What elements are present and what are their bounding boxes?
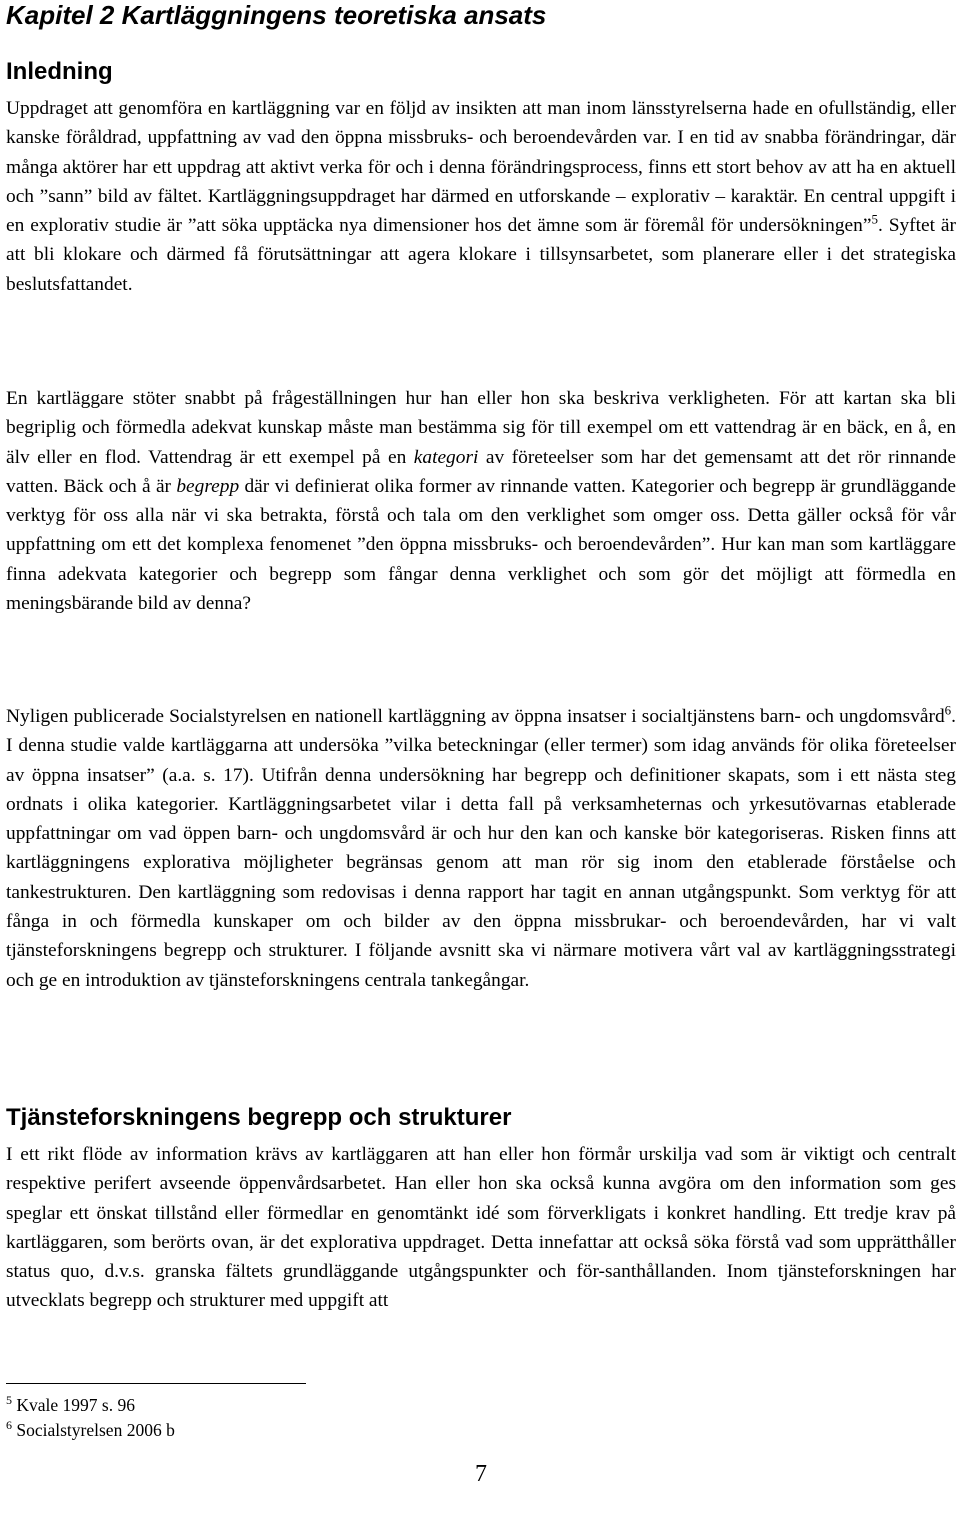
footnote-divider bbox=[6, 1383, 306, 1384]
footnote-5: $^5$ Kvale 1997 s. 96 bbox=[6, 1393, 135, 1415]
footnote-6: $^6$ Socialstyrelsen 2006 b bbox=[6, 1418, 175, 1440]
paragraph-1: Uppdraget att genomföra en kartläggning var en följd av insikten att man inom länsstyrelserna hade en ofullständig, eller kanske föråldrad, uppfattning av vad den öppna missbruks- och beroendevården var. I en tid av snabba förändringar, där många aktörer har ett uppdrag att aktivt verka för och i denna förändringsprocess, finns ett stort behov av att ha en aktuell och ”sann” bild av fältet. Kartläggningsuppdraget har därmed en utforskande – explorativ – karaktär. En central uppgift i en explorativ studie är ”att söka upptäcka nya dimensioner hos det ämne som är föremål för undersökningen”$^5$. Syftet är att bli klokare och därmed få förutsättningar att agera klokare i tillsynsarbetet, som planerare eller i det strategiska beslutsfattandet. bbox=[6, 98, 956, 295]
section-heading-inledning: Inledning bbox=[6, 58, 113, 85]
paragraph-3: Nyligen publicerade Socialstyrelsen en nationell kartläggning av öppna insatser i socialtjänstens barn- och ungdomsvård$^6$. I denna studie valde kartläggarna att undersöka ”vilka beteckningar (eller termer) som idag används för olika företeelser av öppna insatser” (a.a. s. 17). Utifrån denna undersökning har begrepp och definitioner skapats, som i ett nästa steg ordnats i olika kategorier. Kartläggningsarbetet vilar i detta fall på verksamheternas och yrkesutövarnas etablerade uppfattningar om vad öppen barn- och ungdomsvård är och hur den kan och kanske bör kategoriseras. Risken finns att kartläggningens explorativa möjligheter begränsas genom att man rör sig inom den etablerade förståelse och tankestrukturen. Den kartläggning som redovisas i denna rapport har tagit en annan utgångspunkt. Som verktyg för att fånga in och förmedla kunskaper om och bilder av den öppna missbrukar- och beroendevården, har vi valt tjänsteforskningens begrepp och strukturer. I följande avsnitt ska vi närmare motivera vårt val av kartläggningsstrategi och ge en introduktion av tjänsteforskningens centrala tankegångar. bbox=[6, 702, 956, 991]
paragraph-4: I ett rikt flöde av information krävs av kartläggaren att han eller hon förmår urskilja vad som är viktigt och centralt respektive perifert avseende öppenvårdsarbetet. Han eller hon ska också kunna avgöra om den information som ges speglar ett önskat tillstånd eller förmedlar en genomtänkt idé som förverkligats i konkret handling. Ett tredje krav på kartläggaren, som berörts ovan, är det explorativa uppdraget. Detta innefattar att också söka förstå vad som upprätthåller status quo, d.v.s. granska fältets grundläggande utgångspunkter och för-santhållanden. Inom tjänsteforskningen har utvecklats begrepp och strukturer med uppgift att bbox=[6, 1144, 956, 1312]
paragraph-2: En kartläggare stöter snabbt på frågeställningen hur han eller hon ska beskriva verkligheten. För att kartan ska bli begriplig och förmedla adekvat kunskap måste man bestämma sig för till exempel om ett vattendrag är en bäck, en å, en älv eller en flod. Vattendrag är ett exempel på en kategori av företeelser som har det gemensamt att det rör rinnande vatten. Bäck och å är begrepp där vi definierat olika former av rinnande vatten. Kategorier och begrepp är grundläggande verktyg för oss alla när vi ska betrakta, förstå och tala om den verklighet som omger oss. Detta gäller också för vår uppfattning om ett det komplexa fenomenet ”den öppna missbruks- och beroendevården”. Hur kan man som kartläggare finna adekvata kategorier och begrepp som fångar denna verklighet och som gör det möjligt att förmedla en meningsbärande bild av denna? bbox=[6, 388, 956, 615]
footnote-ref-6[interactable]: 6 bbox=[944, 702, 952, 718]
page-number: 7 bbox=[475, 1461, 487, 1487]
section-heading-tjansteforskning: Tjänsteforskningens begrepp och strukturer bbox=[6, 1104, 512, 1131]
footnote-ref-5[interactable]: 5 bbox=[871, 211, 878, 227]
chapter-title: Kapitel 2 Kartläggningens teoretiska ansats bbox=[6, 0, 547, 30]
